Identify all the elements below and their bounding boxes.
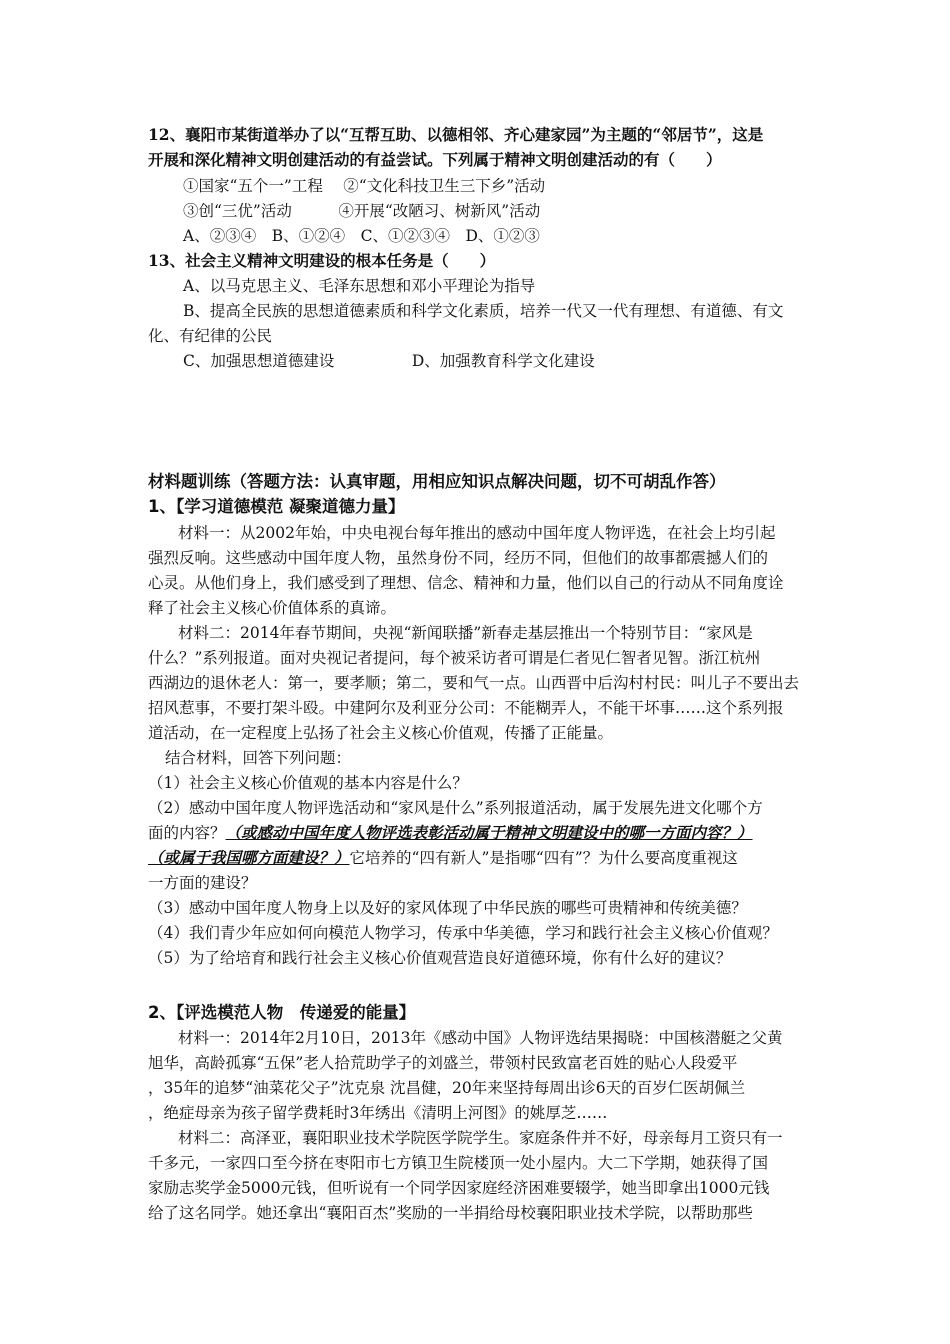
s1-material2-line4: 招风惹事，不要打架斗殴。中建阿尔及利亚分公司：不能糊弄人，不能干坏事……这个系列报 xyxy=(148,699,784,717)
s1-question2-alt-wording: （或感动中国年度人物评选表彰活动属于精神文明建设中的哪一方面内容？） xyxy=(225,823,753,842)
s1-question2-line1: （2）感动中国年度人物评选活动和“家风是什么”系列报道活动，属于发展先进文化哪个方 xyxy=(148,799,763,817)
s1-material2-line5: 道活动，在一定程度上弘扬了社会主义核心价值观，传播了正能量。 xyxy=(148,724,614,742)
s1-question2-alt-wording2: （或属于我国哪方面建设？） xyxy=(148,848,350,867)
s2-material2-line2: 千多元，一家四口至今挤在枣阳市七方镇卫生院楼顶一处小屋内。大二下学期，她获得了国 xyxy=(148,1154,769,1172)
s1-question2-line4: 一方面的建设？ xyxy=(148,874,257,892)
s1-question2-line3 xyxy=(148,846,738,870)
s1-material1-line3: 心灵。从他们身上，我们感受到了理想、信念、精神和力量，他们以自己的行动从不同角度诠 xyxy=(148,574,784,592)
q12-stem-line1: 12、襄阳市某街道举办了以“互帮互助、以德相邻、齐心建家园”为主题的“邻居节”，这是 xyxy=(148,125,764,144)
s1-question1: （1）社会主义核心价值观的基本内容是什么？ xyxy=(148,774,468,792)
q13-option-b-line2: 化、有纪律的公民 xyxy=(148,327,273,345)
s2-material1-line1: 材料一：2014年2月10日，2013年《感动中国》人物评选结果揭晓：中国核潜艇之父黄 xyxy=(178,1029,783,1047)
q13-option-a: A、以马克思主义、毛泽东思想和邓小平理论为指导 xyxy=(183,277,536,295)
q12-options-line2: ③创“三优”活动 ④开展“改陋习、树新风”活动 xyxy=(183,202,541,220)
q13-options-cd: C、加强思想道德建设 D、加强教育科学文化建设 xyxy=(183,352,595,370)
s1-material1-line4: 释了社会主义核心价值体系的真谛。 xyxy=(148,599,397,617)
s2-material2-line1: 材料二：高泽亚，襄阳职业技术学院医学院学生。家庭条件并不好，母亲每月工资只有一 xyxy=(178,1129,783,1147)
s1-question3: （3）感动中国年度人物身上以及好的家风体现了中华民族的哪些可贵精神和传统美德？ xyxy=(148,899,747,917)
s2-material1-line3: ，35年的追梦“油菜花父子”沈克泉 沈昌健，20年来坚持每周出诊6天的百岁仁医胡佩兰 xyxy=(148,1079,746,1097)
s1-question2-line2 xyxy=(148,821,753,845)
s2-material1-line4: ，绝症母亲为孩子留学费耗时3年绣出《清明上河图》的姚厚芝…… xyxy=(148,1104,608,1122)
s1-question2-line3-text: 它培养的“四有新人”是指哪“四有”？为什么要高度重视这 xyxy=(349,849,738,867)
section1-title: 1、【学习道德模范 凝聚道德力量】 xyxy=(148,497,405,516)
section2-title: 2、【评选模范人物 传递爱的能量】 xyxy=(148,1003,416,1022)
s1-question5: （5）为了给培育和践行社会主义核心价值观营造良好道德环境，你有什么好的建议？ xyxy=(148,949,732,967)
s1-material2-line3: 西湖边的退休老人：第一，要孝顺；第二，要和气一点。山西晋中后沟村村民：叫儿子不要出去 xyxy=(148,674,800,692)
s2-material1-line2: 旭华，高龄孤寡“五保”老人拾荒助学子的刘盛兰，带领村民致富老百姓的贴心人段爱平 xyxy=(148,1054,738,1072)
s1-material1-line1: 材料一：从2002年始，中央电视台每年推出的感动中国年度人物评选，在社会上均引起 xyxy=(178,524,776,542)
s1-question4: （4）我们青少年应如何向模范人物学习，传承中华美德，学习和践行社会主义核心价值观？ xyxy=(148,924,778,942)
q13-option-b-line1: B、提高全民族的思想道德素质和科学文化素质，培养一代又一代有理想、有道德、有文 xyxy=(183,302,784,320)
q12-stem-line2: 开展和深化精神文明创建活动的有益尝试。下列属于精神文明创建活动的有（ ） xyxy=(148,150,722,169)
s1-material1-line2: 强烈反响。这些感动中国年度人物，虽然身份不同，经历不同，但他们的故事都震撼人们的 xyxy=(148,549,769,567)
s1-material2-line1: 材料二：2014年春节期间，央视“新闻联播”新春走基层推出一个特别节目：“家风是 xyxy=(178,624,753,642)
s1-prompt: 结合材料，回答下列问题： xyxy=(165,749,352,767)
q12-choices: A、②③④ B、①②④ C、①②③④ D、①②③ xyxy=(183,227,540,245)
s1-question2-line2-text: 面的内容？ xyxy=(148,824,226,842)
q12-options-line1: ①国家“五个一”工程 ②“文化科技卫生三下乡”活动 xyxy=(183,177,546,195)
q13-stem: 13、社会主义精神文明建设的根本任务是（ ） xyxy=(148,251,496,270)
material-section-heading: 材料题训练（答题方法：认真审题，用相应知识点解决问题，切不可胡乱作答） xyxy=(148,472,726,491)
s2-material2-line4: 给了这名同学。她还拿出“襄阳百杰”奖励的一半捐给母校襄阳职业技术学院，以帮助那些 xyxy=(148,1204,753,1222)
s1-material2-line2: 什么？”系列报道。面对央视记者提问，每个被采访者可谓是仁者见仁智者见智。浙江杭州 xyxy=(148,649,761,667)
s2-material2-line3: 家励志奖学金5000元钱，但听说有一个同学因家庭经济困难要辍学，她当即拿出1000元钱 xyxy=(148,1179,770,1197)
